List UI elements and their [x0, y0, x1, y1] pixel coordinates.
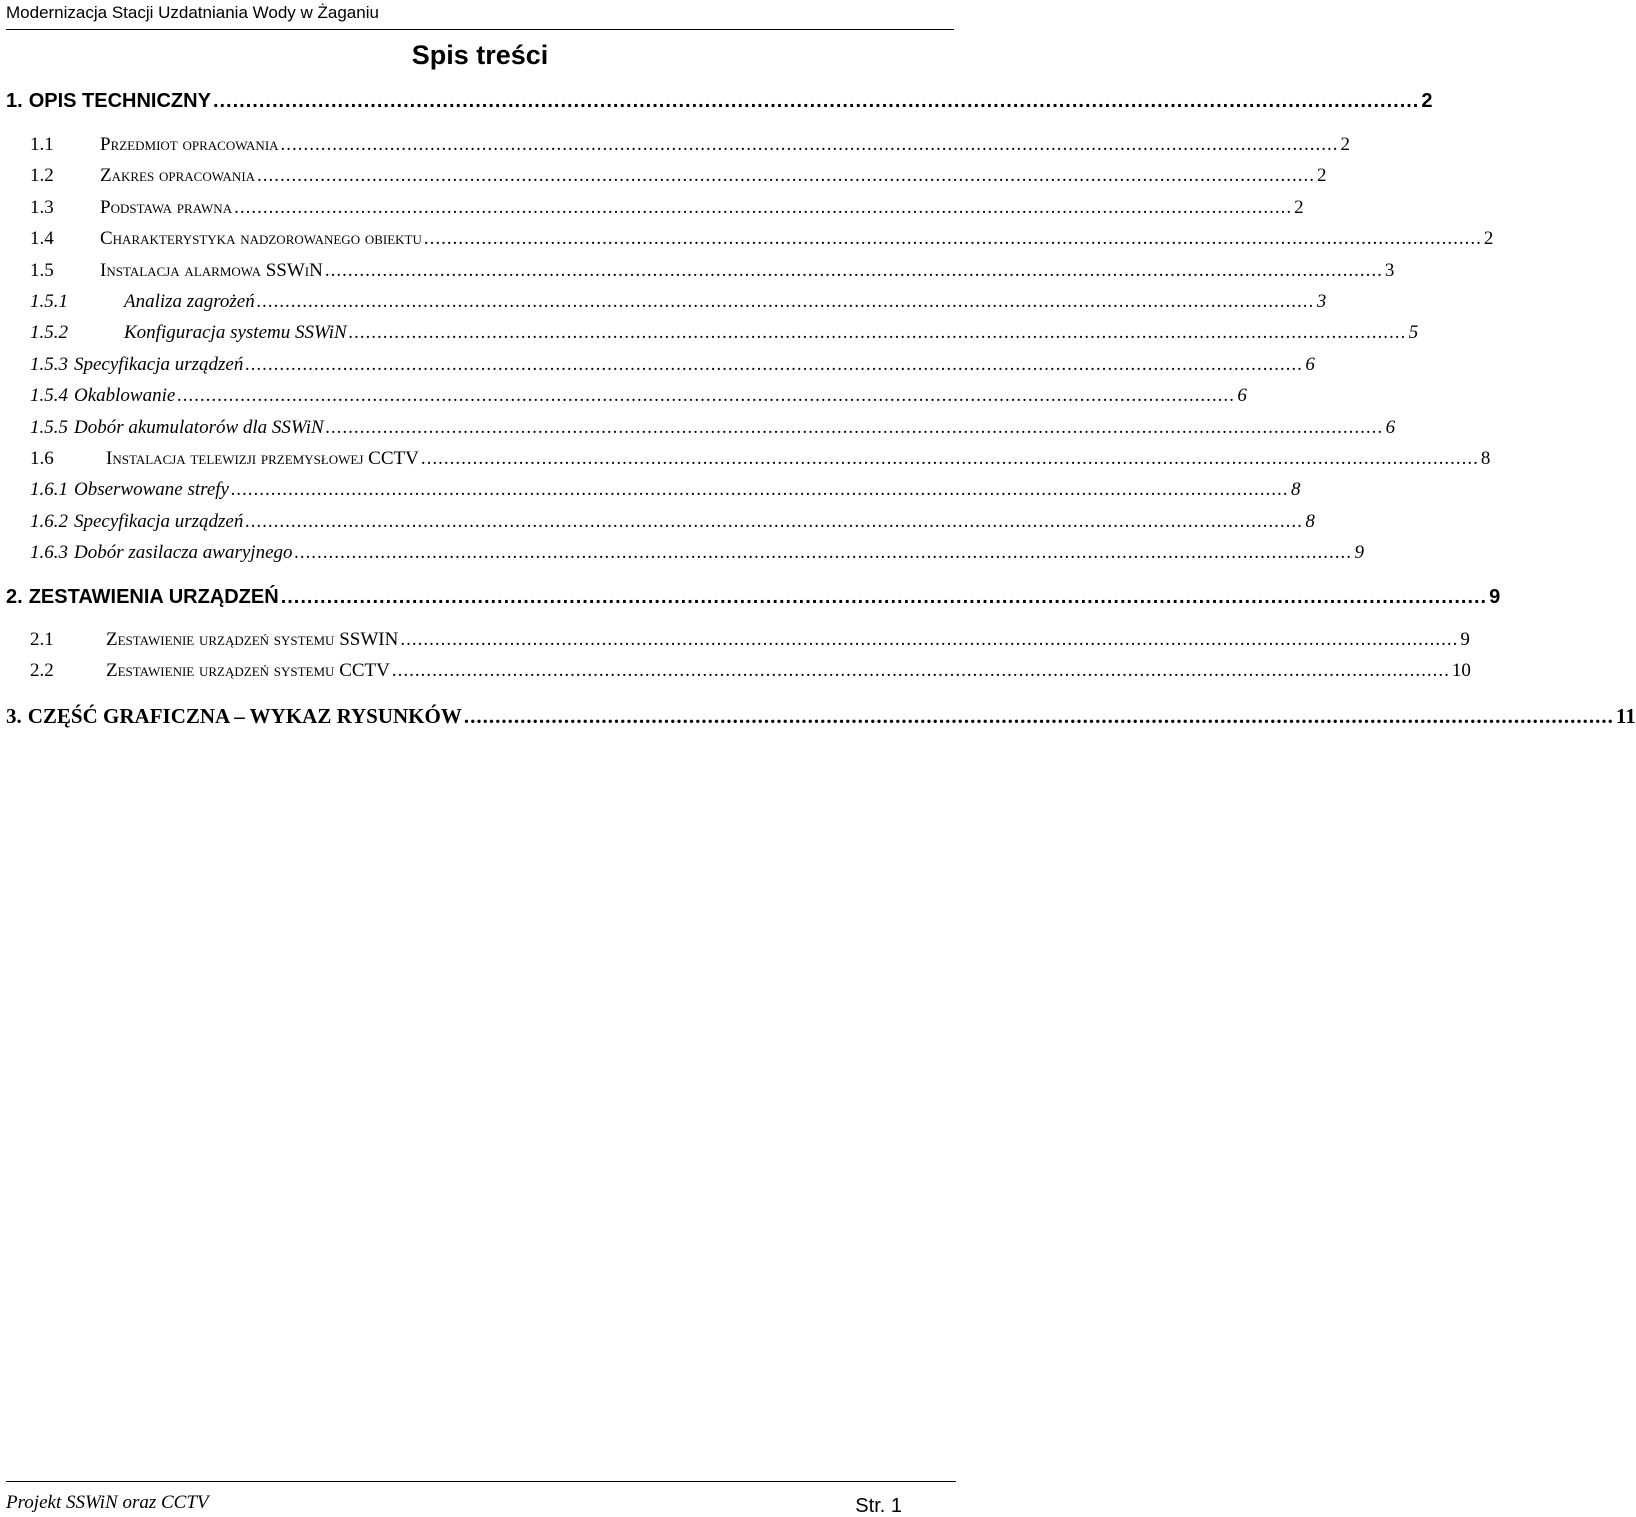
- dot-leader: ........................................................................................................................................................................................: [423, 228, 1482, 249]
- toc-entry-2[interactable]: [6, 586, 1501, 612]
- toc-entry-3[interactable]: [6, 704, 1636, 730]
- toc-entry-1-5-2[interactable]: [30, 322, 1419, 348]
- toc-number: 1.5.3: [30, 354, 68, 375]
- toc-number: 3.: [6, 704, 22, 728]
- toc-number: 1.1: [30, 134, 54, 155]
- toc-entry-1-5-4[interactable]: [30, 385, 1247, 411]
- toc-page-number: 9: [1460, 629, 1470, 650]
- toc-title: Dobór zasilacza awaryjnego: [74, 542, 293, 563]
- toc-title: CZĘŚĆ GRAFICZNA – WYKAZ RYSUNKÓW: [27, 704, 462, 728]
- toc-entry-1-3[interactable]: [30, 197, 1304, 223]
- dot-leader: ........................................................................................................................................................................................: [245, 354, 1304, 375]
- toc-page-number: 2: [1294, 197, 1304, 218]
- toc-page-number: 8: [1480, 448, 1491, 469]
- toc-number: 2.: [6, 586, 23, 608]
- toc-page-number: 6: [1305, 354, 1315, 375]
- toc-entry-2-2[interactable]: [30, 660, 1471, 686]
- toc-page-number: 5: [1408, 322, 1419, 343]
- toc-page-number: 6: [1237, 385, 1247, 406]
- dot-leader: ........................................................................................................................................................................................: [234, 197, 1293, 218]
- dot-leader: ........................................................................................................................................................................................: [400, 629, 1459, 650]
- toc-title: Konfiguracja systemu SSWiN: [124, 322, 347, 343]
- toc-entry-1-4[interactable]: [30, 228, 1494, 254]
- toc-page-number: 3: [1384, 260, 1395, 281]
- toc-number: 1.6.2: [30, 511, 68, 532]
- toc-entry-1-5[interactable]: [30, 260, 1395, 286]
- dot-leader: ........................................................................................................................................................................................: [245, 511, 1304, 532]
- header-text: Modernizacja Stacji Uzdatniania Wody w Żaganiu: [6, 3, 379, 22]
- dot-leader: ........................................................................................................................................................................................: [256, 291, 1315, 312]
- toc-title: Instalacja alarmowa SSWiN: [100, 260, 323, 281]
- toc-number: 1.6.1: [30, 479, 68, 500]
- toc-entry-1-5-1[interactable]: [30, 291, 1327, 317]
- toc-page-number: 2: [1340, 134, 1351, 155]
- toc-page-number: 2: [1483, 228, 1494, 249]
- toc-title: Specyfikacja urządzeń: [74, 511, 244, 532]
- toc-number: 1.2: [30, 165, 54, 186]
- dot-leader: ........................................................................................................................................................................................: [280, 586, 1488, 608]
- toc-entry-1-2[interactable]: [30, 165, 1327, 191]
- dot-leader: ........................................................................................................................................................................................: [177, 385, 1236, 406]
- footer-page-number: Str. 1: [855, 1495, 902, 1517]
- dot-leader: ........................................................................................................................................................................................: [280, 134, 1339, 155]
- toc-entry-1-6-3[interactable]: [30, 542, 1364, 568]
- toc-title: Dobór akumulatorów dla SSWiN: [74, 417, 324, 438]
- toc-number: 2.2: [30, 660, 54, 681]
- dot-leader: ........................................................................................................................................................................................: [212, 90, 1420, 112]
- page-title: Spis treści: [411, 40, 549, 70]
- toc-title: Okablowanie: [74, 385, 176, 406]
- toc-entry-1-1[interactable]: [30, 134, 1351, 160]
- dot-leader: ........................................................................................................................................................................................: [257, 165, 1316, 186]
- toc-page-number: 2: [1317, 165, 1327, 186]
- toc-title: Specyfikacja urządzeń: [74, 354, 244, 375]
- toc-page-number: 10: [1451, 660, 1471, 681]
- toc-title: Instalacja telewizji przemysłowej CCTV: [106, 448, 419, 469]
- toc-title: Charakterystyka nadzorowanego obiektu: [100, 228, 422, 249]
- toc-number: 1.3: [30, 197, 54, 218]
- dot-leader: ........................................................................................................................................................................................: [391, 660, 1450, 681]
- toc-title: Zestawienie urządzeń systemu CCTV: [106, 660, 390, 681]
- toc-number: 1.5.5: [30, 417, 68, 438]
- toc-page-number: 9: [1354, 542, 1364, 563]
- toc-number: 1.5.2: [30, 322, 68, 343]
- toc-entry-1-5-5[interactable]: [30, 417, 1396, 443]
- toc-page-number: 3: [1316, 291, 1327, 312]
- dot-leader: ........................................................................................................................................................................................: [348, 322, 1407, 343]
- toc-number: 1.6: [30, 448, 54, 469]
- toc-number: 1.5.4: [30, 385, 68, 406]
- toc-title: Zakres opracowania: [100, 165, 256, 186]
- toc-title: Obserwowane strefy: [74, 479, 229, 500]
- toc-page-number: 2: [1421, 90, 1433, 112]
- toc-entry-1-6[interactable]: [30, 448, 1491, 474]
- footer-divider: [6, 1481, 956, 1482]
- toc-page-number: 6: [1385, 417, 1396, 438]
- toc-entry-1-6-1[interactable]: [30, 479, 1301, 505]
- toc-title: ZESTAWIENIA URZĄDZEŃ: [28, 586, 279, 608]
- toc-number: 1.6.3: [30, 542, 68, 563]
- dot-leader: ........................................................................................................................................................................................: [420, 448, 1479, 469]
- toc-number: 1.5: [30, 260, 54, 281]
- footer-project-name: Projekt SSWiN oraz CCTV: [6, 1492, 209, 1513]
- toc-number: 1.5.1: [30, 291, 68, 312]
- toc-page-number: 8: [1290, 479, 1301, 500]
- toc-entry-1-5-3[interactable]: [30, 354, 1315, 380]
- toc-title: Podstawa prawna: [100, 197, 233, 218]
- toc-title: Przedmiot opracowania: [100, 134, 279, 155]
- toc-page-number: 11: [1615, 704, 1636, 728]
- toc-number: 1.: [6, 90, 23, 112]
- toc-number: 1.4: [30, 228, 54, 249]
- dot-leader: ........................................................................................................................................................................................: [324, 260, 1383, 281]
- dot-leader: ........................................................................................................................................................................................: [463, 704, 1614, 728]
- toc-entry-2-1[interactable]: [30, 629, 1470, 655]
- toc-page-number: 8: [1305, 511, 1315, 532]
- toc-title: OPIS TECHNICZNY: [28, 90, 211, 112]
- toc-entry-1[interactable]: [6, 90, 1433, 116]
- dot-leader: ........................................................................................................................................................................................: [230, 479, 1289, 500]
- page-header: [6, 3, 954, 30]
- toc-entry-1-6-2[interactable]: [30, 511, 1315, 537]
- toc-number: 2.1: [30, 629, 54, 650]
- toc-title: Analiza zagrożeń: [124, 291, 255, 312]
- dot-leader: ........................................................................................................................................................................................: [294, 542, 1353, 563]
- toc-title: Zestawienie urządzeń systemu SSWIN: [106, 629, 399, 650]
- toc-page-number: 9: [1489, 586, 1501, 608]
- dot-leader: ........................................................................................................................................................................................: [325, 417, 1384, 438]
